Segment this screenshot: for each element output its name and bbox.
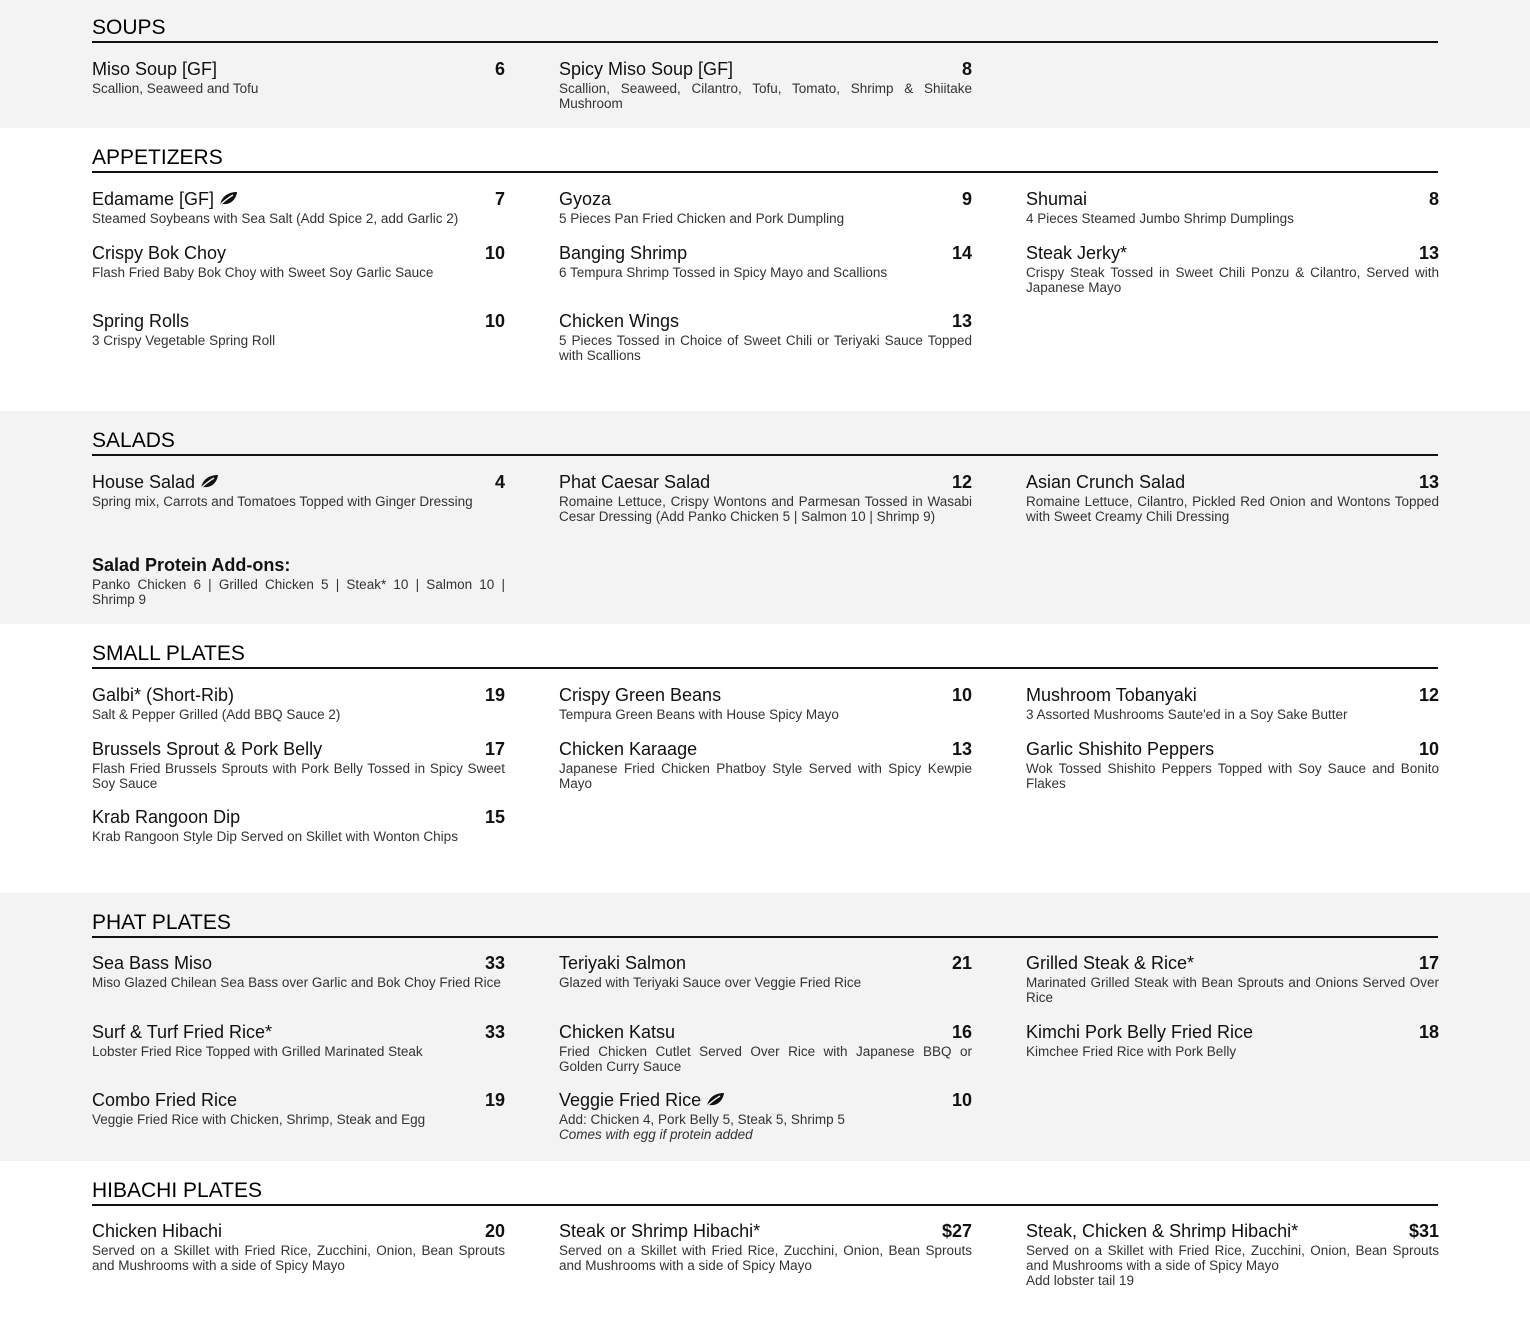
item-name: Phat Caesar Salad bbox=[559, 472, 711, 492]
section-title-appetizers: APPETIZERS bbox=[92, 145, 1438, 173]
item-price: 14 bbox=[951, 243, 972, 263]
item-price: 33 bbox=[484, 953, 505, 973]
menu-item bbox=[559, 310, 972, 363]
item-description: Scallion, Seaweed and Tofu bbox=[92, 81, 259, 96]
item-price: 8 bbox=[961, 59, 972, 79]
menu-item bbox=[92, 310, 505, 348]
item-price: 33 bbox=[484, 1022, 505, 1042]
item-name: Krab Rangoon Dip bbox=[92, 807, 241, 827]
menu-item bbox=[559, 952, 972, 990]
menu-item bbox=[92, 188, 505, 226]
item-name: Sea Bass Miso bbox=[92, 953, 213, 973]
item-price: 10 bbox=[484, 243, 505, 263]
item-name: Banging Shrimp bbox=[559, 243, 688, 263]
item-description: 5 Pieces Pan Fried Chicken and Pork Dumpling bbox=[559, 211, 845, 226]
item-description: Lobster Fried Rice Topped with Grilled Marinated Steak bbox=[92, 1044, 423, 1059]
addons-description: Panko Chicken 6 | Grilled Chicken 5 | Steak* 10 | Salmon 10 | Shrimp 9 bbox=[92, 577, 505, 607]
item-price: 4 bbox=[494, 472, 505, 492]
item-name: Shumai bbox=[1026, 189, 1088, 209]
item-description: Kimchee Fried Rice with Pork Belly bbox=[1026, 1044, 1237, 1059]
item-description: Flash Fried Brussels Sprouts with Pork Belly Tossed in Spicy Sweet Soy Sauce bbox=[92, 761, 505, 791]
leaf-icon bbox=[199, 474, 219, 490]
item-price: 17 bbox=[1418, 953, 1439, 973]
menu-item bbox=[1026, 952, 1439, 1005]
menu-item bbox=[1026, 1021, 1439, 1059]
item-name: Steak, Chicken & Shrimp Hibachi* bbox=[1026, 1221, 1299, 1241]
item-name: Garlic Shishito Peppers bbox=[1026, 739, 1215, 759]
section-soups bbox=[0, 0, 1530, 128]
menu-item bbox=[559, 1089, 972, 1142]
item-price: 12 bbox=[951, 472, 972, 492]
item-name: Mushroom Tobanyaki bbox=[1026, 685, 1197, 705]
menu-item bbox=[92, 1089, 505, 1127]
item-price: 18 bbox=[1418, 1022, 1439, 1042]
item-description: Fried Chicken Cutlet Served Over Rice with Japanese BBQ or Golden Curry Sauce bbox=[559, 1044, 972, 1074]
salad-addons bbox=[92, 554, 505, 607]
item-name: Gyoza bbox=[559, 189, 612, 209]
section-phat-plates bbox=[0, 893, 1530, 1161]
item-name: Chicken Karaage bbox=[559, 739, 698, 759]
item-price: 10 bbox=[951, 1090, 972, 1110]
leaf-icon bbox=[705, 1092, 725, 1108]
item-name: Miso Soup [GF] bbox=[92, 59, 218, 79]
section-salads bbox=[0, 411, 1530, 624]
item-price: $27 bbox=[941, 1221, 972, 1241]
item-price: 6 bbox=[494, 59, 505, 79]
item-name: Surf & Turf Fried Rice* bbox=[92, 1022, 273, 1042]
item-name: Steak or Shrimp Hibachi* bbox=[559, 1221, 761, 1241]
item-description: 3 Assorted Mushrooms Saute'ed in a Soy Sake Butter bbox=[1026, 707, 1348, 722]
menu-item bbox=[92, 1021, 505, 1059]
item-description: Wok Tossed Shishito Peppers Topped with Soy Sauce and Bonito Flakes bbox=[1026, 761, 1439, 791]
item-name: Steak Jerky* bbox=[1026, 243, 1128, 263]
menu-item bbox=[1026, 471, 1439, 524]
menu-item bbox=[92, 58, 505, 96]
item-name: Teriyaki Salmon bbox=[559, 953, 687, 973]
menu-item bbox=[559, 738, 972, 791]
item-extra: Add lobster tail 19 bbox=[1026, 1273, 1135, 1288]
item-price: 13 bbox=[1418, 472, 1439, 492]
menu-item bbox=[92, 471, 505, 509]
item-name: Brussels Sprout & Pork Belly bbox=[92, 739, 323, 759]
item-description: Veggie Fried Rice with Chicken, Shrimp, Steak and Egg bbox=[92, 1112, 426, 1127]
item-name: Kimchi Pork Belly Fried Rice bbox=[1026, 1022, 1254, 1042]
item-price: 17 bbox=[484, 739, 505, 759]
item-description: Romaine Lettuce, Cilantro, Pickled Red Onion and Wontons Topped with Sweet Creamy Chili Dressing bbox=[1026, 494, 1439, 524]
item-description: Tempura Green Beans with House Spicy Mayo bbox=[559, 707, 839, 722]
item-name: Chicken Wings bbox=[559, 311, 680, 331]
section-hibachi-plates bbox=[0, 1161, 1530, 1331]
item-name: House Salad bbox=[92, 471, 219, 493]
item-name: Crispy Bok Choy bbox=[92, 243, 227, 263]
section-title-small-plates: SMALL PLATES bbox=[92, 641, 1438, 669]
menu-item bbox=[1026, 188, 1439, 226]
menu-item bbox=[92, 1220, 505, 1273]
item-description: Crispy Steak Tossed in Sweet Chili Ponzu & Cilantro, Served with Japanese Mayo bbox=[1026, 265, 1439, 295]
menu-item bbox=[559, 188, 972, 226]
menu-item bbox=[559, 471, 972, 524]
item-name: Veggie Fried Rice bbox=[559, 1089, 725, 1111]
menu-item bbox=[92, 684, 505, 722]
item-description: Served on a Skillet with Fried Rice, Zucchini, Onion, Bean Sprouts and Mushrooms with a side of Spicy Mayo bbox=[1026, 1243, 1439, 1273]
section-title-hibachi-plates: HIBACHI PLATES bbox=[92, 1178, 1438, 1206]
item-name: Spicy Miso Soup [GF] bbox=[559, 59, 734, 79]
item-name: Chicken Hibachi bbox=[92, 1221, 223, 1241]
item-description: Served on a Skillet with Fried Rice, Zucchini, Onion, Bean Sprouts and Mushrooms with a side of Spicy Mayo bbox=[559, 1243, 972, 1273]
item-price: 12 bbox=[1418, 685, 1439, 705]
item-price: $31 bbox=[1408, 1221, 1439, 1241]
item-note: Comes with egg if protein added bbox=[559, 1127, 753, 1142]
item-description: Served on a Skillet with Fried Rice, Zucchini, Onion, Bean Sprouts and Mushrooms with a side of Spicy Mayo bbox=[92, 1243, 505, 1273]
menu-item bbox=[92, 952, 505, 990]
menu-item bbox=[1026, 1220, 1439, 1288]
item-price: 10 bbox=[1418, 739, 1439, 759]
item-description: Krab Rangoon Style Dip Served on Skillet with Wonton Chips bbox=[92, 829, 458, 844]
item-description: Japanese Fried Chicken Phatboy Style Served with Spicy Kewpie Mayo bbox=[559, 761, 972, 791]
item-price: 13 bbox=[951, 739, 972, 759]
item-description: Romaine Lettuce, Crispy Wontons and Parmesan Tossed in Wasabi Cesar Dressing (Add Panko Chicken 5 | Salmon 10 | Shrimp 9) bbox=[559, 494, 972, 524]
item-description: Add: Chicken 4, Pork Belly 5, Steak 5, Shrimp 5 bbox=[559, 1112, 845, 1127]
menu-item bbox=[1026, 738, 1439, 791]
item-description: Scallion, Seaweed, Cilantro, Tofu, Tomato, Shrimp & Shiitake Mushroom bbox=[559, 81, 972, 111]
item-description: Salt & Pepper Grilled (Add BBQ Sauce 2) bbox=[92, 707, 341, 722]
item-description: 6 Tempura Shrimp Tossed in Spicy Mayo and Scallions bbox=[559, 265, 888, 280]
item-description: 3 Crispy Vegetable Spring Roll bbox=[92, 333, 276, 348]
item-description: Flash Fried Baby Bok Choy with Sweet Soy Garlic Sauce bbox=[92, 265, 434, 280]
leaf-icon bbox=[218, 191, 238, 207]
menu-item bbox=[559, 684, 972, 722]
item-price: 20 bbox=[484, 1221, 505, 1241]
item-price: 10 bbox=[951, 685, 972, 705]
menu-item bbox=[92, 738, 505, 791]
item-description: Marinated Grilled Steak with Bean Sprouts and Onions Served Over Rice bbox=[1026, 975, 1439, 1005]
menu-item bbox=[559, 58, 972, 111]
menu-item bbox=[559, 1021, 972, 1074]
item-name: Crispy Green Beans bbox=[559, 685, 722, 705]
item-price: 10 bbox=[484, 311, 505, 331]
item-price: 21 bbox=[951, 953, 972, 973]
item-description: 4 Pieces Steamed Jumbo Shrimp Dumplings bbox=[1026, 211, 1294, 226]
item-description: Miso Glazed Chilean Sea Bass over Garlic and Bok Choy Fried Rice bbox=[92, 975, 501, 990]
section-title-soups: SOUPS bbox=[92, 15, 1438, 43]
item-description: Steamed Soybeans with Sea Salt (Add Spice 2, add Garlic 2) bbox=[92, 211, 459, 226]
item-description: Glazed with Teriyaki Sauce over Veggie Fried Rice bbox=[559, 975, 862, 990]
item-price: 9 bbox=[961, 189, 972, 209]
item-name: Chicken Katsu bbox=[559, 1022, 676, 1042]
item-name: Grilled Steak & Rice* bbox=[1026, 953, 1195, 973]
item-price: 13 bbox=[1418, 243, 1439, 263]
menu-item bbox=[1026, 684, 1439, 722]
menu-item bbox=[559, 1220, 972, 1273]
item-price: 7 bbox=[494, 189, 505, 209]
item-price: 16 bbox=[951, 1022, 972, 1042]
menu-item bbox=[92, 806, 505, 844]
section-title-salads: SALADS bbox=[92, 428, 1438, 456]
item-price: 19 bbox=[484, 685, 505, 705]
item-name: Galbi* (Short-Rib) bbox=[92, 685, 235, 705]
menu-item bbox=[1026, 242, 1439, 295]
addons-title: Salad Protein Add-ons: bbox=[92, 555, 291, 575]
item-name: Edamame [GF] bbox=[92, 188, 238, 210]
item-description: Spring mix, Carrots and Tomatoes Topped with Ginger Dressing bbox=[92, 494, 473, 509]
item-name: Spring Rolls bbox=[92, 311, 190, 331]
menu-item bbox=[92, 242, 505, 280]
section-appetizers bbox=[0, 128, 1530, 411]
item-price: 19 bbox=[484, 1090, 505, 1110]
item-price: 15 bbox=[484, 807, 505, 827]
item-price: 13 bbox=[951, 311, 972, 331]
item-name: Asian Crunch Salad bbox=[1026, 472, 1186, 492]
menu-item bbox=[559, 242, 972, 280]
item-name: Combo Fried Rice bbox=[92, 1090, 238, 1110]
item-price: 8 bbox=[1428, 189, 1439, 209]
section-small-plates bbox=[0, 624, 1530, 893]
section-title-phat-plates: PHAT PLATES bbox=[92, 910, 1438, 938]
item-description: 5 Pieces Tossed in Choice of Sweet Chili or Teriyaki Sauce Topped with Scallions bbox=[559, 333, 972, 363]
